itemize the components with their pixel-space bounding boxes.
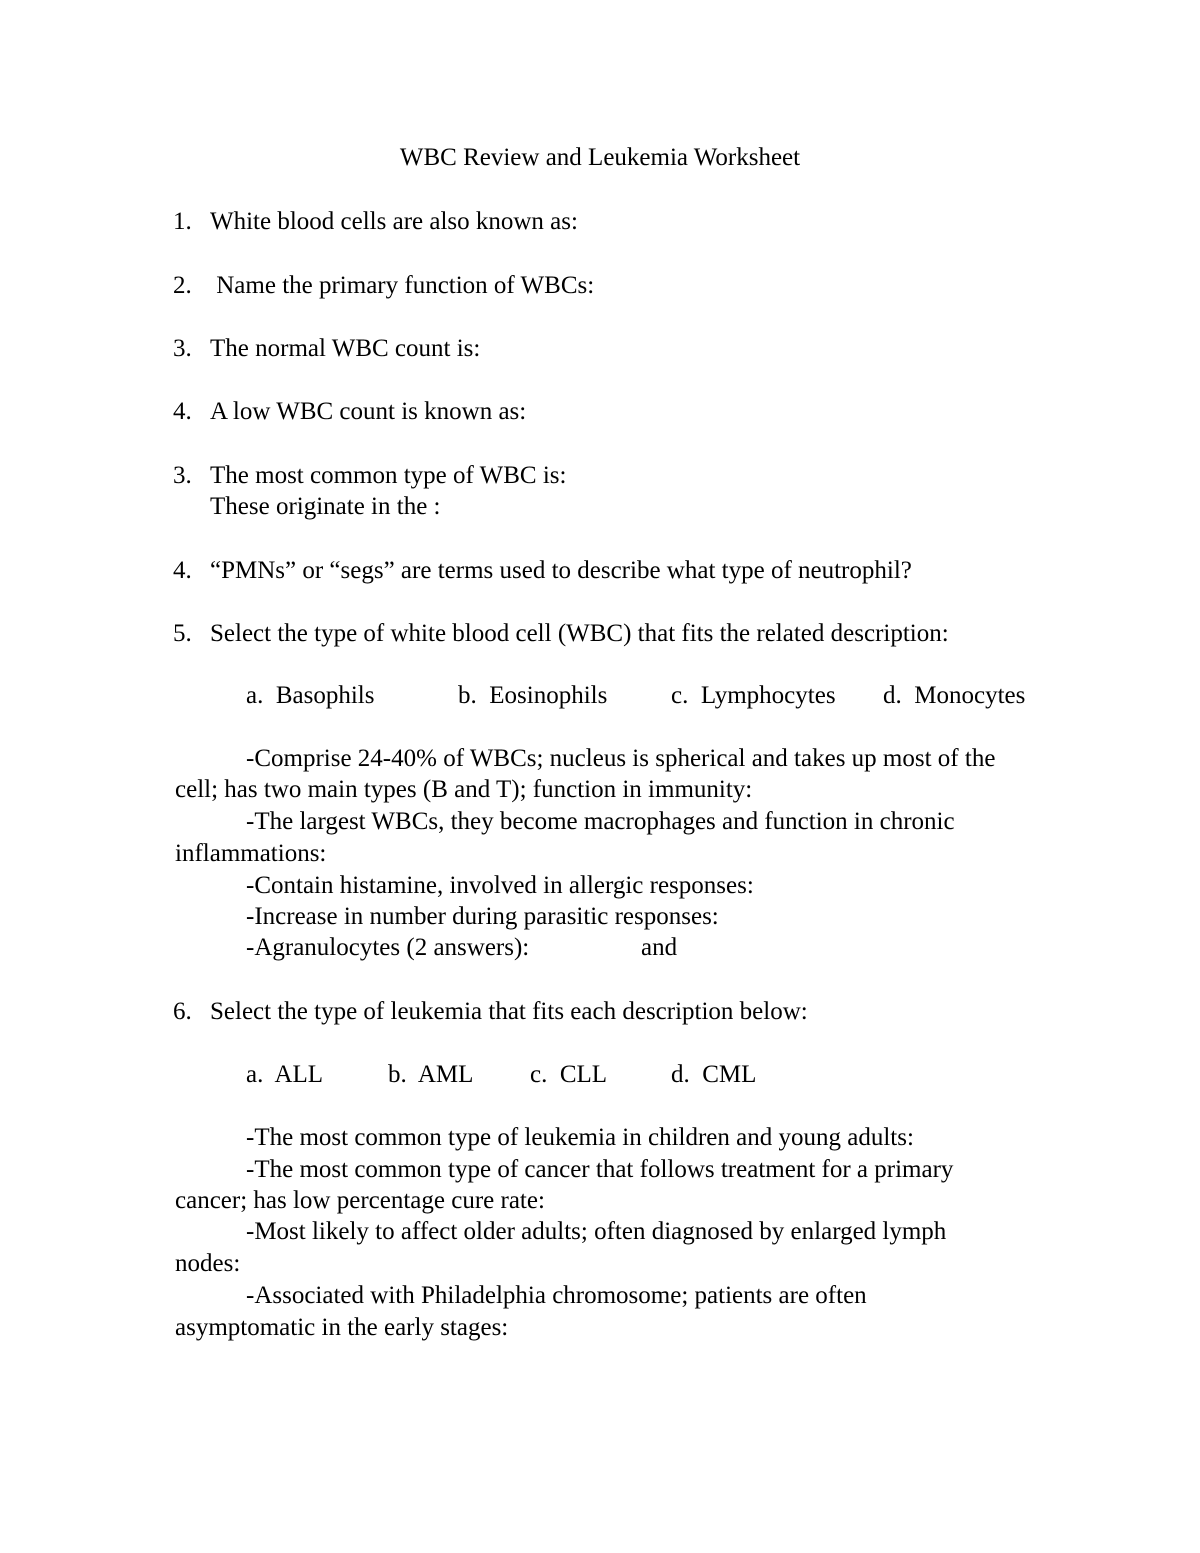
option-all: a. ALL <box>246 1061 324 1088</box>
question-text: “PMNs” or “segs” are terms used to describe what type of neutrophil? <box>210 557 912 584</box>
option-basophils: a. Basophils <box>246 682 375 709</box>
option-monocytes: d. Monocytes <box>883 682 1026 709</box>
page-title: WBC Review and Leukemia Worksheet <box>399 144 801 171</box>
description-line: nodes: <box>175 1250 241 1277</box>
description-line: asymptomatic in the early stages: <box>175 1314 509 1341</box>
description-line: -Most likely to affect older adults; often diagnosed by enlarged lymph <box>246 1218 947 1245</box>
question-text: Select the type of leukemia that fits each description below: <box>210 998 808 1025</box>
description-line: -Comprise 24-40% of WBCs; nucleus is spherical and takes up most of the <box>246 745 996 772</box>
option-cml: d. CML <box>671 1061 757 1088</box>
question-text: White blood cells are also known as: <box>210 208 578 235</box>
description-line: -The largest WBCs, they become macrophages and function in chronic <box>246 808 955 835</box>
description-line: cancer; has low percentage cure rate: <box>175 1187 545 1214</box>
question-text: Name the primary function of WBCs: <box>210 272 595 299</box>
description-line: -The most common type of cancer that follows treatment for a primary <box>246 1156 954 1183</box>
question-text: A low WBC count is known as: <box>210 398 527 425</box>
description-line: inflammations: <box>175 840 327 867</box>
description-line: -Contain histamine, involved in allergic responses: <box>246 872 754 899</box>
description-line: -Agranulocytes (2 answers): <box>246 934 530 961</box>
description-line: -Associated with Philadelphia chromosome; patients are often <box>246 1282 867 1309</box>
question-number: 5. <box>173 620 192 647</box>
question-text: Select the type of white blood cell (WBC) that fits the related description: <box>210 620 949 647</box>
description-line: -The most common type of leukemia in children and young adults: <box>246 1124 914 1151</box>
option-lymphocytes: c. Lymphocytes <box>671 682 836 709</box>
description-line: -Increase in number during parasitic responses: <box>246 903 719 930</box>
question-number: 2. <box>173 272 192 299</box>
question-number: 3. <box>173 462 192 489</box>
option-eosinophils: b. Eosinophils <box>458 682 608 709</box>
question-number: 6. <box>173 998 192 1025</box>
question-number: 3. <box>173 335 192 362</box>
description-line: cell; has two main types (B and T); function in immunity: <box>175 776 753 803</box>
question-subtext: These originate in the : <box>210 493 441 520</box>
description-extra: and <box>641 934 678 961</box>
option-cll: c. CLL <box>530 1061 608 1088</box>
option-aml: b. AML <box>388 1061 474 1088</box>
question-text: The most common type of WBC is: <box>210 462 567 489</box>
question-number: 4. <box>173 557 192 584</box>
question-text: The normal WBC count is: <box>210 335 481 362</box>
question-number: 4. <box>173 398 192 425</box>
question-number: 1. <box>173 208 192 235</box>
